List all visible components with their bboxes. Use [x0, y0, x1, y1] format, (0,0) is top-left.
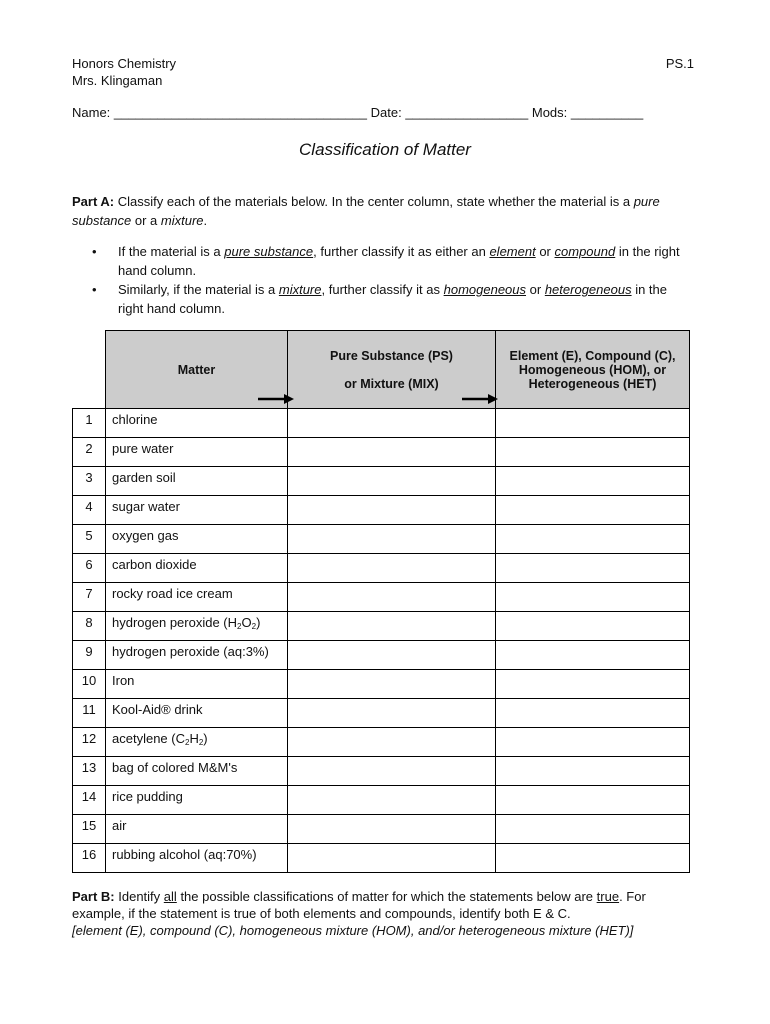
row-number: 9 — [73, 641, 106, 670]
material-name: bag of colored M&M's — [106, 757, 288, 786]
row-number: 11 — [73, 699, 106, 728]
ps-header-line2: or Mixture (MIX) — [344, 376, 439, 391]
material-name: hydrogen peroxide (aq:3%) — [106, 641, 288, 670]
bullet-text: Similarly, if the material is a — [118, 282, 276, 297]
material-name: pure water — [106, 438, 288, 467]
mods-field[interactable]: __________ — [570, 105, 644, 120]
ps-mix-answer-cell[interactable] — [288, 583, 496, 612]
bullet-term: homogeneous — [443, 282, 527, 297]
part-a-instructions — [72, 192, 697, 230]
row-number: 7 — [73, 583, 106, 612]
table-row — [73, 844, 690, 873]
arrow-right-icon — [462, 394, 498, 404]
row-number: 2 — [73, 438, 106, 467]
material-name: garden soil — [106, 467, 288, 496]
classification-answer-cell[interactable] — [496, 583, 690, 612]
table-row — [73, 438, 690, 467]
or-a-text: or a — [134, 213, 158, 228]
row-number: 16 — [73, 844, 106, 873]
material-name: rocky road ice cream — [106, 583, 288, 612]
table-row — [73, 467, 690, 496]
bullet-icon: • — [92, 282, 97, 297]
material-text: acetylene (C — [112, 731, 185, 746]
table-row — [73, 554, 690, 583]
part-b-text: Identify — [118, 889, 161, 904]
ps-mix-answer-cell[interactable] — [288, 554, 496, 583]
material-text: hydrogen peroxide (H — [112, 615, 238, 630]
classification-answer-cell[interactable] — [496, 554, 690, 583]
part-b-instructions — [72, 888, 702, 939]
ps-mix-answer-cell[interactable] — [288, 525, 496, 554]
mods-label: Mods: — [531, 105, 568, 120]
row-number: 6 — [73, 554, 106, 583]
material-text: ) — [256, 615, 261, 630]
row-number: 5 — [73, 525, 106, 554]
bullet-text: , further classify it as — [321, 282, 440, 297]
classification-answer-cell[interactable] — [496, 438, 690, 467]
classification-answer-cell[interactable] — [496, 641, 690, 670]
classification-answer-cell[interactable] — [496, 670, 690, 699]
material-name: air — [106, 815, 288, 844]
ps-mix-answer-cell[interactable] — [288, 438, 496, 467]
table-row — [73, 612, 690, 641]
table-row — [73, 641, 690, 670]
classification-answer-cell[interactable] — [496, 496, 690, 525]
row-number: 8 — [73, 612, 106, 641]
classification-answer-cell[interactable] — [496, 728, 690, 757]
part-a-bullets — [90, 242, 695, 318]
bullet-term: element — [489, 244, 536, 259]
row-number: 14 — [73, 786, 106, 815]
table-row — [73, 670, 690, 699]
bullet-text: in the right hand column. — [118, 244, 680, 278]
classification-header-text: Element (E), Compound (C), Homogeneous (HOM), or Heterogeneous (HET) — [509, 348, 676, 391]
ps-mix-answer-cell[interactable] — [288, 641, 496, 670]
part-a-label: Part A: — [72, 194, 115, 209]
ps-header-line1: Pure Substance (PS) — [330, 348, 453, 363]
table-row — [73, 409, 690, 438]
classification-answer-cell[interactable] — [496, 757, 690, 786]
bullet-text: , further classify it as either an — [313, 244, 486, 259]
teacher-name: Mrs. Klingaman — [72, 73, 163, 88]
ps-mix-answer-cell[interactable] — [288, 670, 496, 699]
date-label: Date: — [370, 105, 402, 120]
material-text: O — [241, 615, 252, 630]
row-number: 13 — [73, 757, 106, 786]
matter-header: Matter — [106, 331, 288, 409]
subscript: 2 — [184, 738, 190, 747]
period: . — [203, 213, 208, 228]
bullet-term: pure substance — [224, 244, 314, 259]
bullet-text: in the right hand column. — [118, 282, 668, 316]
mixture-term: mixture — [160, 213, 204, 228]
material-text: H — [189, 731, 199, 746]
classification-header — [496, 331, 690, 409]
part-a-text: Classify each of the materials below. In the center column, state whether the material is a — [117, 194, 631, 209]
classification-answer-cell[interactable] — [496, 786, 690, 815]
table-row — [73, 525, 690, 554]
true-term: true — [596, 889, 620, 904]
table-row — [73, 757, 690, 786]
name-field[interactable]: ___________________________________ — [113, 105, 367, 120]
arrow-right-icon — [258, 394, 294, 404]
row-number: 12 — [73, 728, 106, 757]
student-info-line — [72, 105, 643, 120]
ps-mix-answer-cell[interactable] — [288, 409, 496, 438]
material-name — [106, 612, 288, 641]
page-title: Classification of Matter — [299, 140, 471, 159]
ps-mix-answer-cell[interactable] — [288, 728, 496, 757]
classification-answer-cell[interactable] — [496, 612, 690, 641]
bullet-item — [90, 242, 695, 280]
table-row — [73, 699, 690, 728]
classification-answer-cell[interactable] — [496, 409, 690, 438]
subscript: 2 — [251, 622, 257, 631]
date-field[interactable]: _________________ — [405, 105, 529, 120]
material-name: sugar water — [106, 496, 288, 525]
table-row — [73, 815, 690, 844]
table-row — [73, 728, 690, 757]
material-name — [106, 728, 288, 757]
row-number: 15 — [73, 815, 106, 844]
bullet-icon: • — [92, 244, 97, 259]
material-name: carbon dioxide — [106, 554, 288, 583]
row-number: 1 — [73, 409, 106, 438]
table-header-row — [73, 331, 690, 409]
table-row — [73, 786, 690, 815]
ps-mix-answer-cell[interactable] — [288, 815, 496, 844]
row-number: 3 — [73, 467, 106, 496]
classification-answer-cell[interactable] — [496, 844, 690, 873]
part-b-text: the possible classifications of matter for which the statements below are — [180, 889, 594, 904]
blank-header-cell — [73, 331, 106, 409]
course-title: Honors Chemistry — [72, 56, 177, 71]
bullet-item — [90, 280, 695, 318]
table-row — [73, 583, 690, 612]
classification-table — [72, 330, 690, 873]
material-name: Kool-Aid® drink — [106, 699, 288, 728]
all-term: all — [163, 889, 177, 904]
ps-mix-answer-cell[interactable] — [288, 496, 496, 525]
material-text: ) — [203, 731, 208, 746]
ps-mix-answer-cell[interactable] — [288, 612, 496, 641]
bullet-text: or — [539, 244, 551, 259]
part-b-text: . For example, if the statement is true of both elements and compounds, identify both E & C. — [72, 889, 646, 921]
ps-mix-answer-cell[interactable] — [288, 699, 496, 728]
classification-answer-cell[interactable] — [496, 815, 690, 844]
bullet-term: mixture — [278, 282, 322, 297]
subscript: 2 — [198, 738, 204, 747]
material-name: Iron — [106, 670, 288, 699]
classification-answer-cell[interactable] — [496, 699, 690, 728]
material-name: oxygen gas — [106, 525, 288, 554]
table-row — [73, 496, 690, 525]
pure-substance-term: pure substance — [72, 194, 660, 228]
part-b-label: Part B: — [72, 889, 115, 904]
bullet-term: compound — [554, 244, 616, 259]
ps-mix-answer-cell[interactable] — [288, 786, 496, 815]
material-name: rice pudding — [106, 786, 288, 815]
bullet-text: If the material is a — [118, 244, 221, 259]
ps-mix-answer-cell[interactable] — [288, 467, 496, 496]
ps-mix-answer-cell[interactable] — [288, 844, 496, 873]
row-number: 4 — [73, 496, 106, 525]
bullet-text: or — [529, 282, 542, 297]
worksheet-code: PS.1 — [665, 56, 694, 71]
material-name: rubbing alcohol (aq:70%) — [106, 844, 288, 873]
classification-answer-cell[interactable] — [496, 467, 690, 496]
classification-legend: [element (E), compound (C), homogeneous mixture (HOM), and/or heterogeneous mixture (HET)] — [72, 923, 634, 938]
name-label: Name: — [72, 105, 111, 120]
row-number: 10 — [73, 670, 106, 699]
classification-answer-cell[interactable] — [496, 525, 690, 554]
ps-mix-answer-cell[interactable] — [288, 757, 496, 786]
bullet-term: heterogeneous — [544, 282, 632, 297]
subscript: 2 — [237, 622, 242, 631]
material-name: chlorine — [106, 409, 288, 438]
